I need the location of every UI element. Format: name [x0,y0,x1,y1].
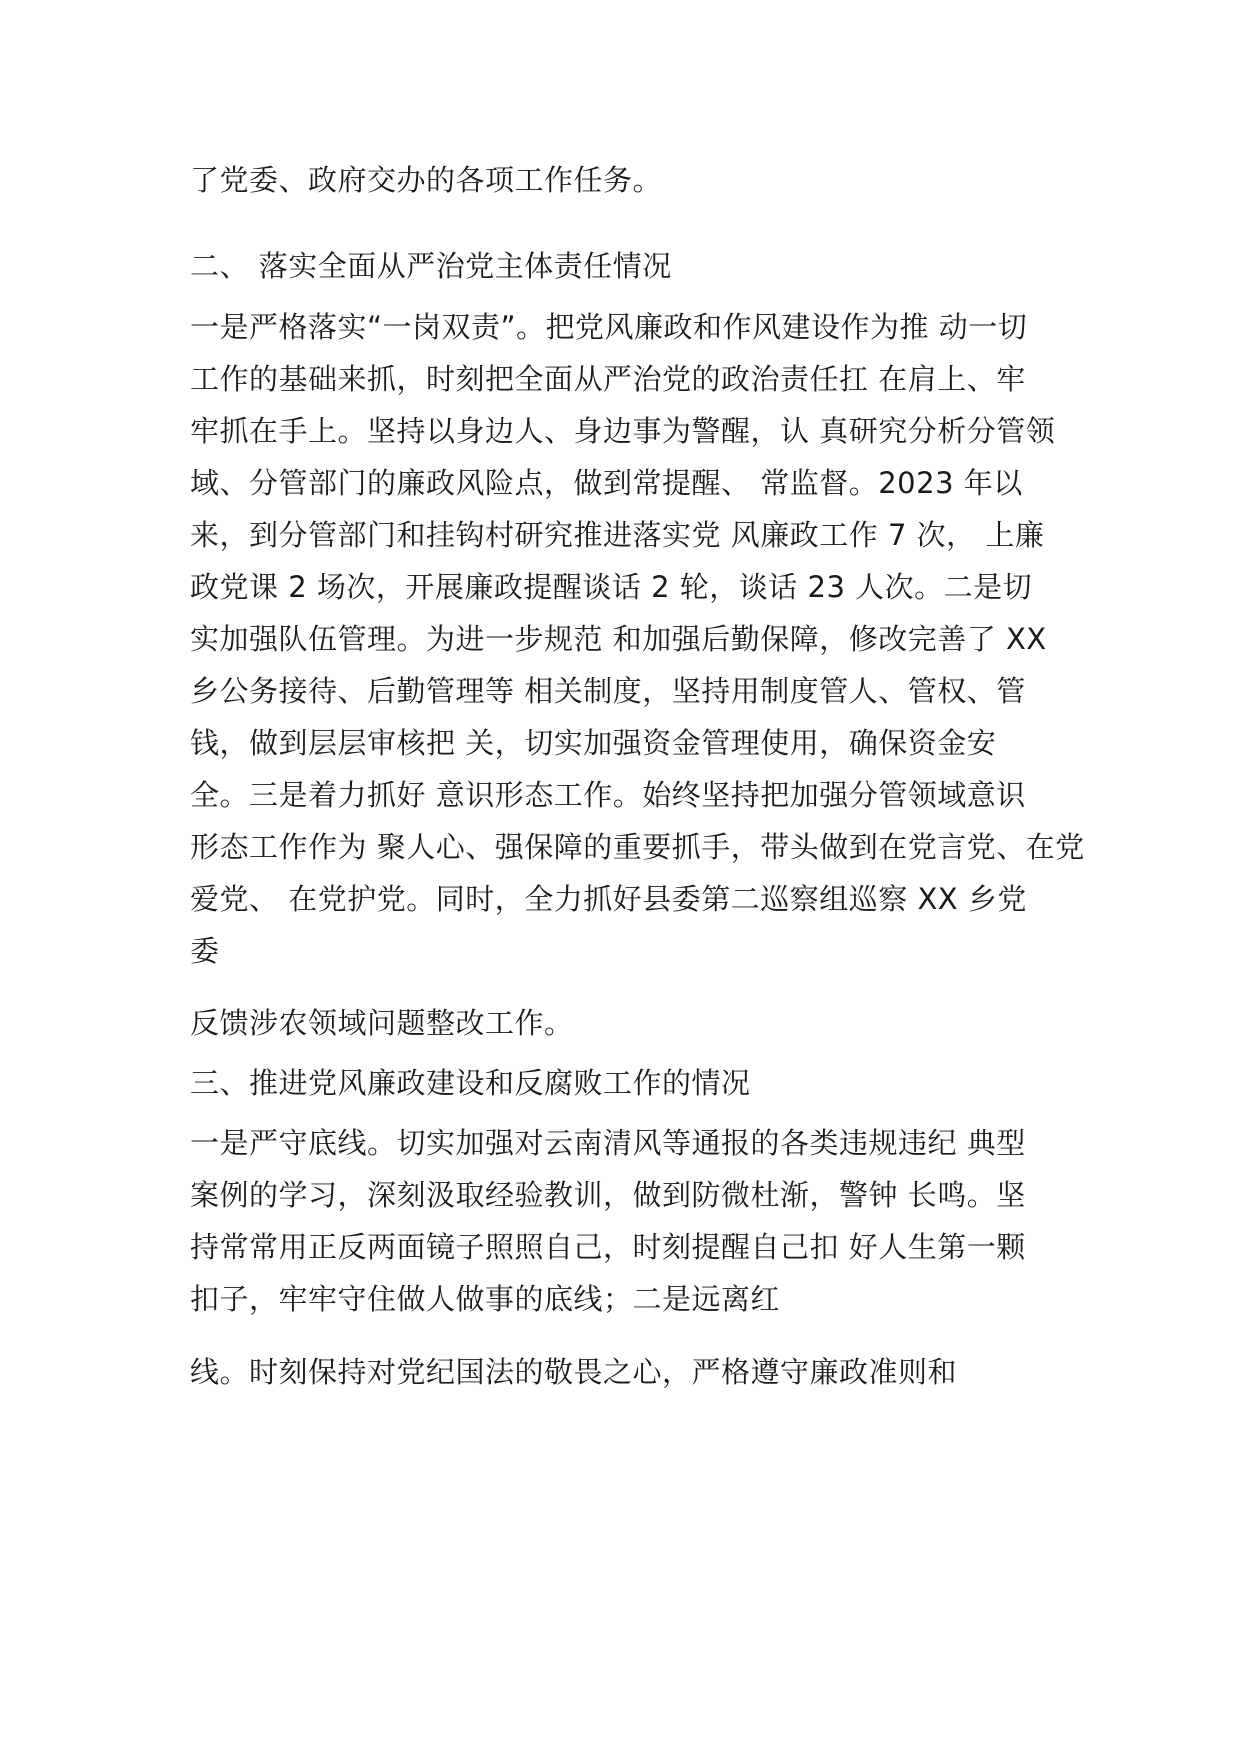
text-line: 案例的学习，深刻汲取经验教训，做到防微杜渐，警钟 长鸣。坚 [190,1178,1026,1212]
text-line: 工作的基础来抓，时刻把全面从严治党的政治责任扛 在肩上、牢 [190,362,1026,396]
text-line: 线。时刻保持对党纪国法的敬畏之心，严格遵守廉政准则和 [190,1355,958,1389]
text-line: 政党课 2 场次，开展廉政提醒谈话 2 轮，谈话 23 人次。二是切 [190,570,1033,604]
text-line: 爱党、 在党护党。同时，全力抓好县委第二巡察组巡察 XX 乡党 [190,882,1027,916]
text-line: 扣子，牢牢守住做人做事的底线；二是远离红 [190,1282,781,1316]
text-line: 委 [190,934,220,968]
text-line: 一是严格落实“一岗双责”。把党风廉政和作风建设作为推 动一切 [190,310,1028,344]
section-heading: 三、推进党风廉政建设和反腐败工作的情况 [190,1066,751,1100]
text-line: 牢抓在手上。坚持以身边人、身边事为警醒，认 真研究分析分管领 [190,414,1056,448]
text-line: 形态工作作为 聚人心、强保障的重要抓手，带头做到在党言党、在党 [190,830,1085,864]
text-line: 钱，做到层层审核把 关，切实加强资金管理使用，确保资金安 [190,726,997,760]
text-line: 域、分管部门的廉政风险点，做到常提醒、 常监督。2023 年以 [190,466,1023,500]
text-line: 乡公务接待、后勤管理等 相关制度，坚持用制度管人、管权、管 [190,674,1026,708]
text-line: 全。三是着力抓好 意识形态工作。始终坚持把加强分管领域意识 [190,778,1026,812]
text-line: 反馈涉农领域问题整改工作。 [190,1006,574,1040]
text-line: 了党委、政府交办的各项工作任务。 [190,163,663,197]
text-line: 来，到分管部门和挂钩村研究推进落实党 风廉政工作 7 次， 上廉 [190,518,1045,552]
section-heading: 二、 落实全面从严治党主体责任情况 [190,249,672,283]
text-line: 实加强队伍管理。为进一步规范 和加强后勤保障，修改完善了 XX [190,622,1047,656]
text-line: 一是严守底线。切实加强对云南清风等通报的各类违规违纪 典型 [190,1126,1026,1160]
text-line: 持常常用正反两面镜子照照自己，时刻提醒自己扣 好人生第一颗 [190,1230,1026,1264]
